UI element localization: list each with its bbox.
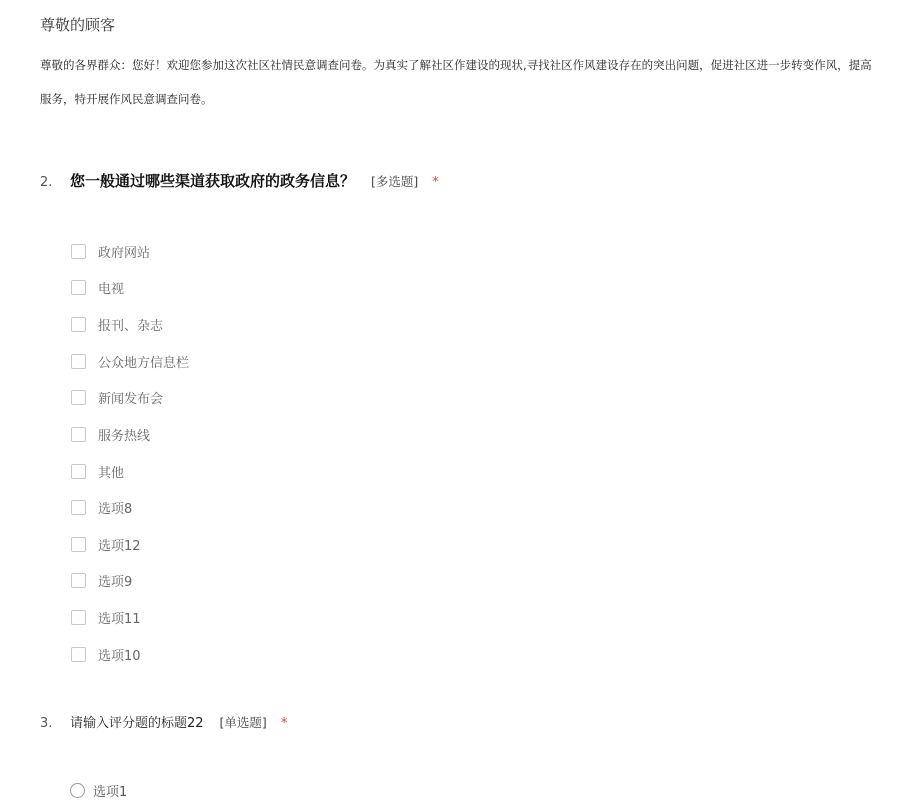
option-label: 服务热线 (98, 428, 151, 444)
question-3-header (40, 712, 287, 731)
option-label: 选项1 (93, 784, 128, 800)
question-type-label: [单选题] (219, 715, 267, 730)
checkbox-option[interactable] (71, 608, 141, 626)
question-2-header (40, 170, 439, 191)
option-label: 电视 (98, 281, 125, 297)
radio-option[interactable] (70, 781, 127, 799)
checkbox-option[interactable] (71, 645, 141, 663)
radio-icon[interactable] (70, 783, 85, 798)
checkbox-icon[interactable] (71, 317, 86, 332)
intro-text-line-1: 尊敬的各界群众：您好！欢迎您参加这次社区社情民意调查问卷。为真实了解社区作建设的现状,寻找社区作风建设存在的突出问题，促进社区进一步转变作风，提高 (40, 58, 872, 72)
option-label: 选项10 (98, 648, 141, 664)
option-label: 选项9 (98, 574, 133, 590)
option-label: 选项8 (98, 501, 133, 517)
option-label: 报刊、杂志 (98, 318, 164, 334)
checkbox-icon[interactable] (71, 500, 86, 515)
option-label: 公众地方信息栏 (98, 355, 190, 371)
checkbox-option[interactable] (71, 571, 132, 589)
checkbox-icon[interactable] (71, 647, 86, 662)
checkbox-option[interactable] (71, 242, 150, 260)
question-number: 3. (40, 716, 53, 731)
checkbox-icon[interactable] (71, 464, 86, 479)
checkbox-icon[interactable] (71, 610, 86, 625)
checkbox-option[interactable] (71, 535, 141, 553)
option-label: 新闻发布会 (98, 391, 164, 407)
checkbox-icon[interactable] (71, 390, 86, 405)
checkbox-option[interactable] (71, 425, 150, 443)
checkbox-option[interactable] (71, 278, 124, 296)
intro-text-line-2: 服务，特开展作风民意调查问卷。 (40, 92, 213, 106)
checkbox-icon[interactable] (71, 280, 86, 295)
option-label: 选项11 (98, 611, 141, 627)
checkbox-option[interactable] (71, 498, 132, 516)
question-title: 您一般通过哪些渠道获取政府的政务信息？ (70, 172, 356, 190)
checkbox-icon[interactable] (71, 427, 86, 442)
option-label: 选项12 (98, 538, 141, 554)
checkbox-option[interactable] (71, 388, 163, 406)
checkbox-option[interactable] (71, 462, 124, 480)
required-marker: * (432, 175, 439, 190)
required-marker: * (280, 716, 288, 731)
option-label: 其他 (98, 465, 125, 481)
checkbox-option[interactable] (71, 315, 163, 333)
checkbox-icon[interactable] (71, 354, 86, 369)
checkbox-icon[interactable] (71, 537, 86, 552)
question-title: 请输入评分题的标题22 (70, 716, 204, 731)
question-type-label: [多选题] (371, 174, 419, 189)
checkbox-icon[interactable] (71, 244, 86, 259)
question-number: 2. (40, 175, 53, 190)
option-label: 政府网站 (98, 245, 151, 261)
greeting-title: 尊敬的顾客 (40, 16, 116, 34)
checkbox-option[interactable] (71, 352, 189, 370)
checkbox-icon[interactable] (71, 573, 86, 588)
